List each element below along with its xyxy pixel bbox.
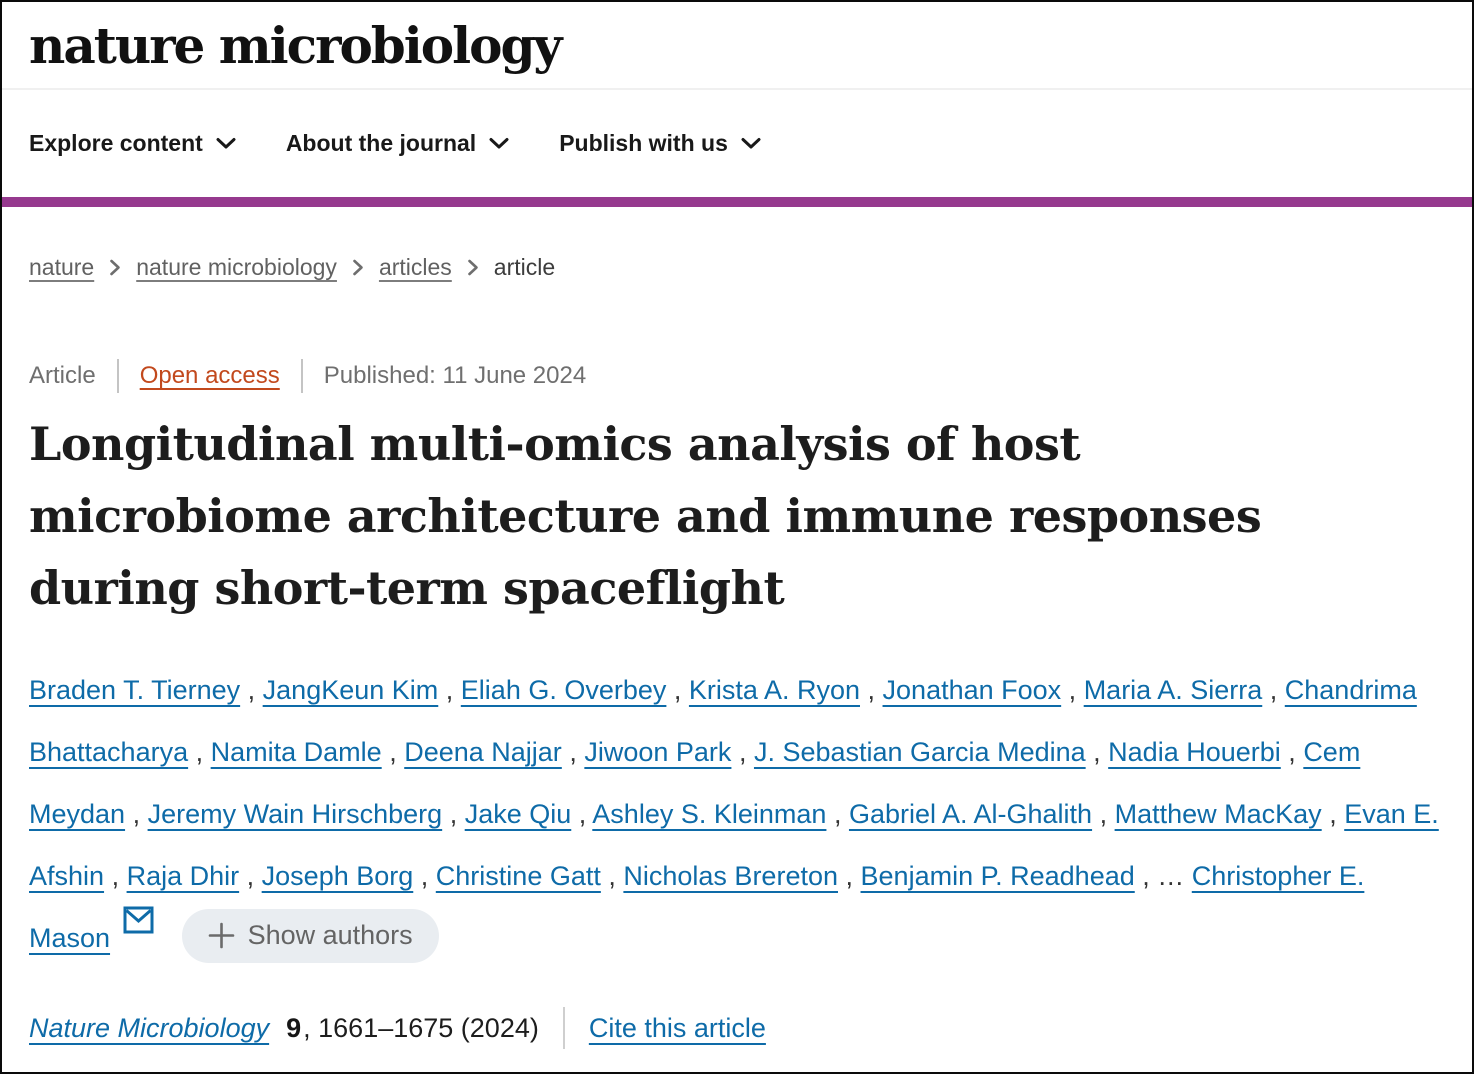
nav-item[interactable]	[29, 130, 236, 157]
author-separator: ,	[389, 737, 405, 767]
author-link[interactable]: Eliah G. Overbey	[460, 675, 667, 705]
masthead	[2, 2, 1472, 90]
published-date: Published: 11 June 2024	[323, 362, 587, 389]
article-meta	[29, 359, 1447, 393]
author-link[interactable]: Ashley S. Kleinman	[592, 799, 827, 829]
author-separator: ,	[673, 675, 689, 705]
chevron-right-icon	[109, 258, 121, 277]
nav-item-label: About the journal	[285, 130, 477, 156]
author-link[interactable]: Gabriel A. Al-Ghalith	[848, 799, 1093, 829]
title-line: during short-term spaceflight	[29, 561, 785, 615]
author-link[interactable]: Christopher E. Mason	[29, 861, 1365, 953]
brand-accent-bar	[2, 197, 1472, 207]
author-link[interactable]: Jiwoon Park	[584, 737, 732, 767]
author-list	[29, 659, 1447, 969]
author-separator: ,	[1269, 675, 1285, 705]
author-link[interactable]: Cem Meydan	[29, 737, 1361, 829]
author-separator: ,	[569, 737, 585, 767]
author-link[interactable]: Evan E. Afshin	[29, 799, 1439, 891]
primary-nav	[2, 90, 1472, 197]
open-access-link[interactable]: Open access	[139, 362, 280, 389]
author-link[interactable]: Nicholas Brereton	[623, 861, 838, 891]
author-link[interactable]: Deena Najjar	[404, 737, 562, 767]
show-authors-label: Show authors	[247, 920, 413, 951]
meta-divider	[301, 359, 303, 393]
author-separator: ,	[449, 799, 465, 829]
article-type-label: Article	[29, 362, 96, 389]
title-line: Longitudinal multi-omics analysis of host	[29, 417, 1081, 471]
volume-number: 9	[286, 1012, 302, 1043]
article-title	[29, 408, 1399, 624]
cite-this-article-link[interactable]: Cite this article	[588, 1012, 766, 1043]
article-header	[2, 254, 1472, 1049]
author-separator: ,	[195, 737, 211, 767]
chevron-right-icon	[467, 258, 479, 277]
citation-divider	[563, 1007, 565, 1049]
breadcrumb	[29, 254, 1447, 281]
author-link[interactable]: Joseph Borg	[261, 861, 414, 891]
author-separator: ,	[1093, 737, 1109, 767]
breadcrumb-link[interactable]: nature	[29, 254, 95, 280]
email-icon[interactable]	[123, 906, 154, 934]
chevron-down-icon	[216, 137, 236, 150]
author-separator: ,	[738, 737, 754, 767]
chevron-down-icon	[489, 137, 509, 150]
chevron-down-icon	[741, 137, 761, 150]
author-link[interactable]: Maria A. Sierra	[1083, 675, 1263, 705]
author-link[interactable]: JangKeun Kim	[262, 675, 439, 705]
author-separator: ,	[608, 861, 624, 891]
author-link[interactable]: Raja Dhir	[126, 861, 240, 891]
author-link[interactable]: Namita Damle	[210, 737, 382, 767]
title-line: microbiome architecture and immune responses	[29, 489, 1262, 543]
author-separator: ,	[845, 861, 861, 891]
pages-year: , 1661–1675 (2024)	[303, 1012, 539, 1043]
citation-line	[29, 1007, 1447, 1049]
author-separator: ,	[1288, 737, 1304, 767]
author-link[interactable]: Benjamin P. Readhead	[860, 861, 1135, 891]
author-separator: ,	[578, 799, 593, 829]
author-link[interactable]: Christine Gatt	[435, 861, 601, 891]
author-link[interactable]: Matthew MacKay	[1114, 799, 1322, 829]
author-link[interactable]: Jeremy Wain Hirschberg	[147, 799, 443, 829]
breadcrumb-current: article	[493, 254, 556, 280]
nav-item[interactable]	[559, 130, 761, 157]
breadcrumb-link[interactable]: nature microbiology	[136, 254, 337, 280]
author-separator: , …	[1142, 861, 1192, 891]
show-authors-button[interactable]	[182, 909, 439, 963]
author-separator: ,	[1099, 799, 1115, 829]
meta-divider	[117, 359, 119, 393]
author-link[interactable]: Braden T. Tierney	[29, 675, 241, 705]
journal-link[interactable]: Nature Microbiology	[29, 1012, 270, 1043]
author-separator: ,	[445, 675, 461, 705]
author-separator: ,	[1068, 675, 1084, 705]
author-separator: ,	[111, 861, 127, 891]
plus-icon	[208, 922, 235, 949]
author-separator: ,	[1329, 799, 1345, 829]
author-link[interactable]: Krista A. Ryon	[688, 675, 860, 705]
chevron-right-icon	[352, 258, 364, 277]
author-link[interactable]: Jonathan Foox	[882, 675, 1062, 705]
author-separator: ,	[246, 861, 262, 891]
author-separator: ,	[420, 861, 436, 891]
author-link[interactable]: Jake Qiu	[464, 799, 572, 829]
journal-logo[interactable]: nature microbiology	[29, 16, 561, 75]
nav-item[interactable]	[286, 130, 509, 157]
author-separator: ,	[833, 799, 849, 829]
author-separator: ,	[867, 675, 883, 705]
nav-item-label: Publish with us	[559, 130, 728, 156]
nav-item-label: Explore content	[29, 130, 203, 156]
author-link[interactable]: Chandrima Bhattacharya	[29, 675, 1417, 767]
author-link[interactable]: J. Sebastian Garcia Medina	[753, 737, 1086, 767]
author-separator: ,	[132, 799, 148, 829]
author-link[interactable]: Nadia Houerbi	[1108, 737, 1281, 767]
breadcrumb-link[interactable]: articles	[378, 254, 452, 280]
author-separator: ,	[247, 675, 263, 705]
